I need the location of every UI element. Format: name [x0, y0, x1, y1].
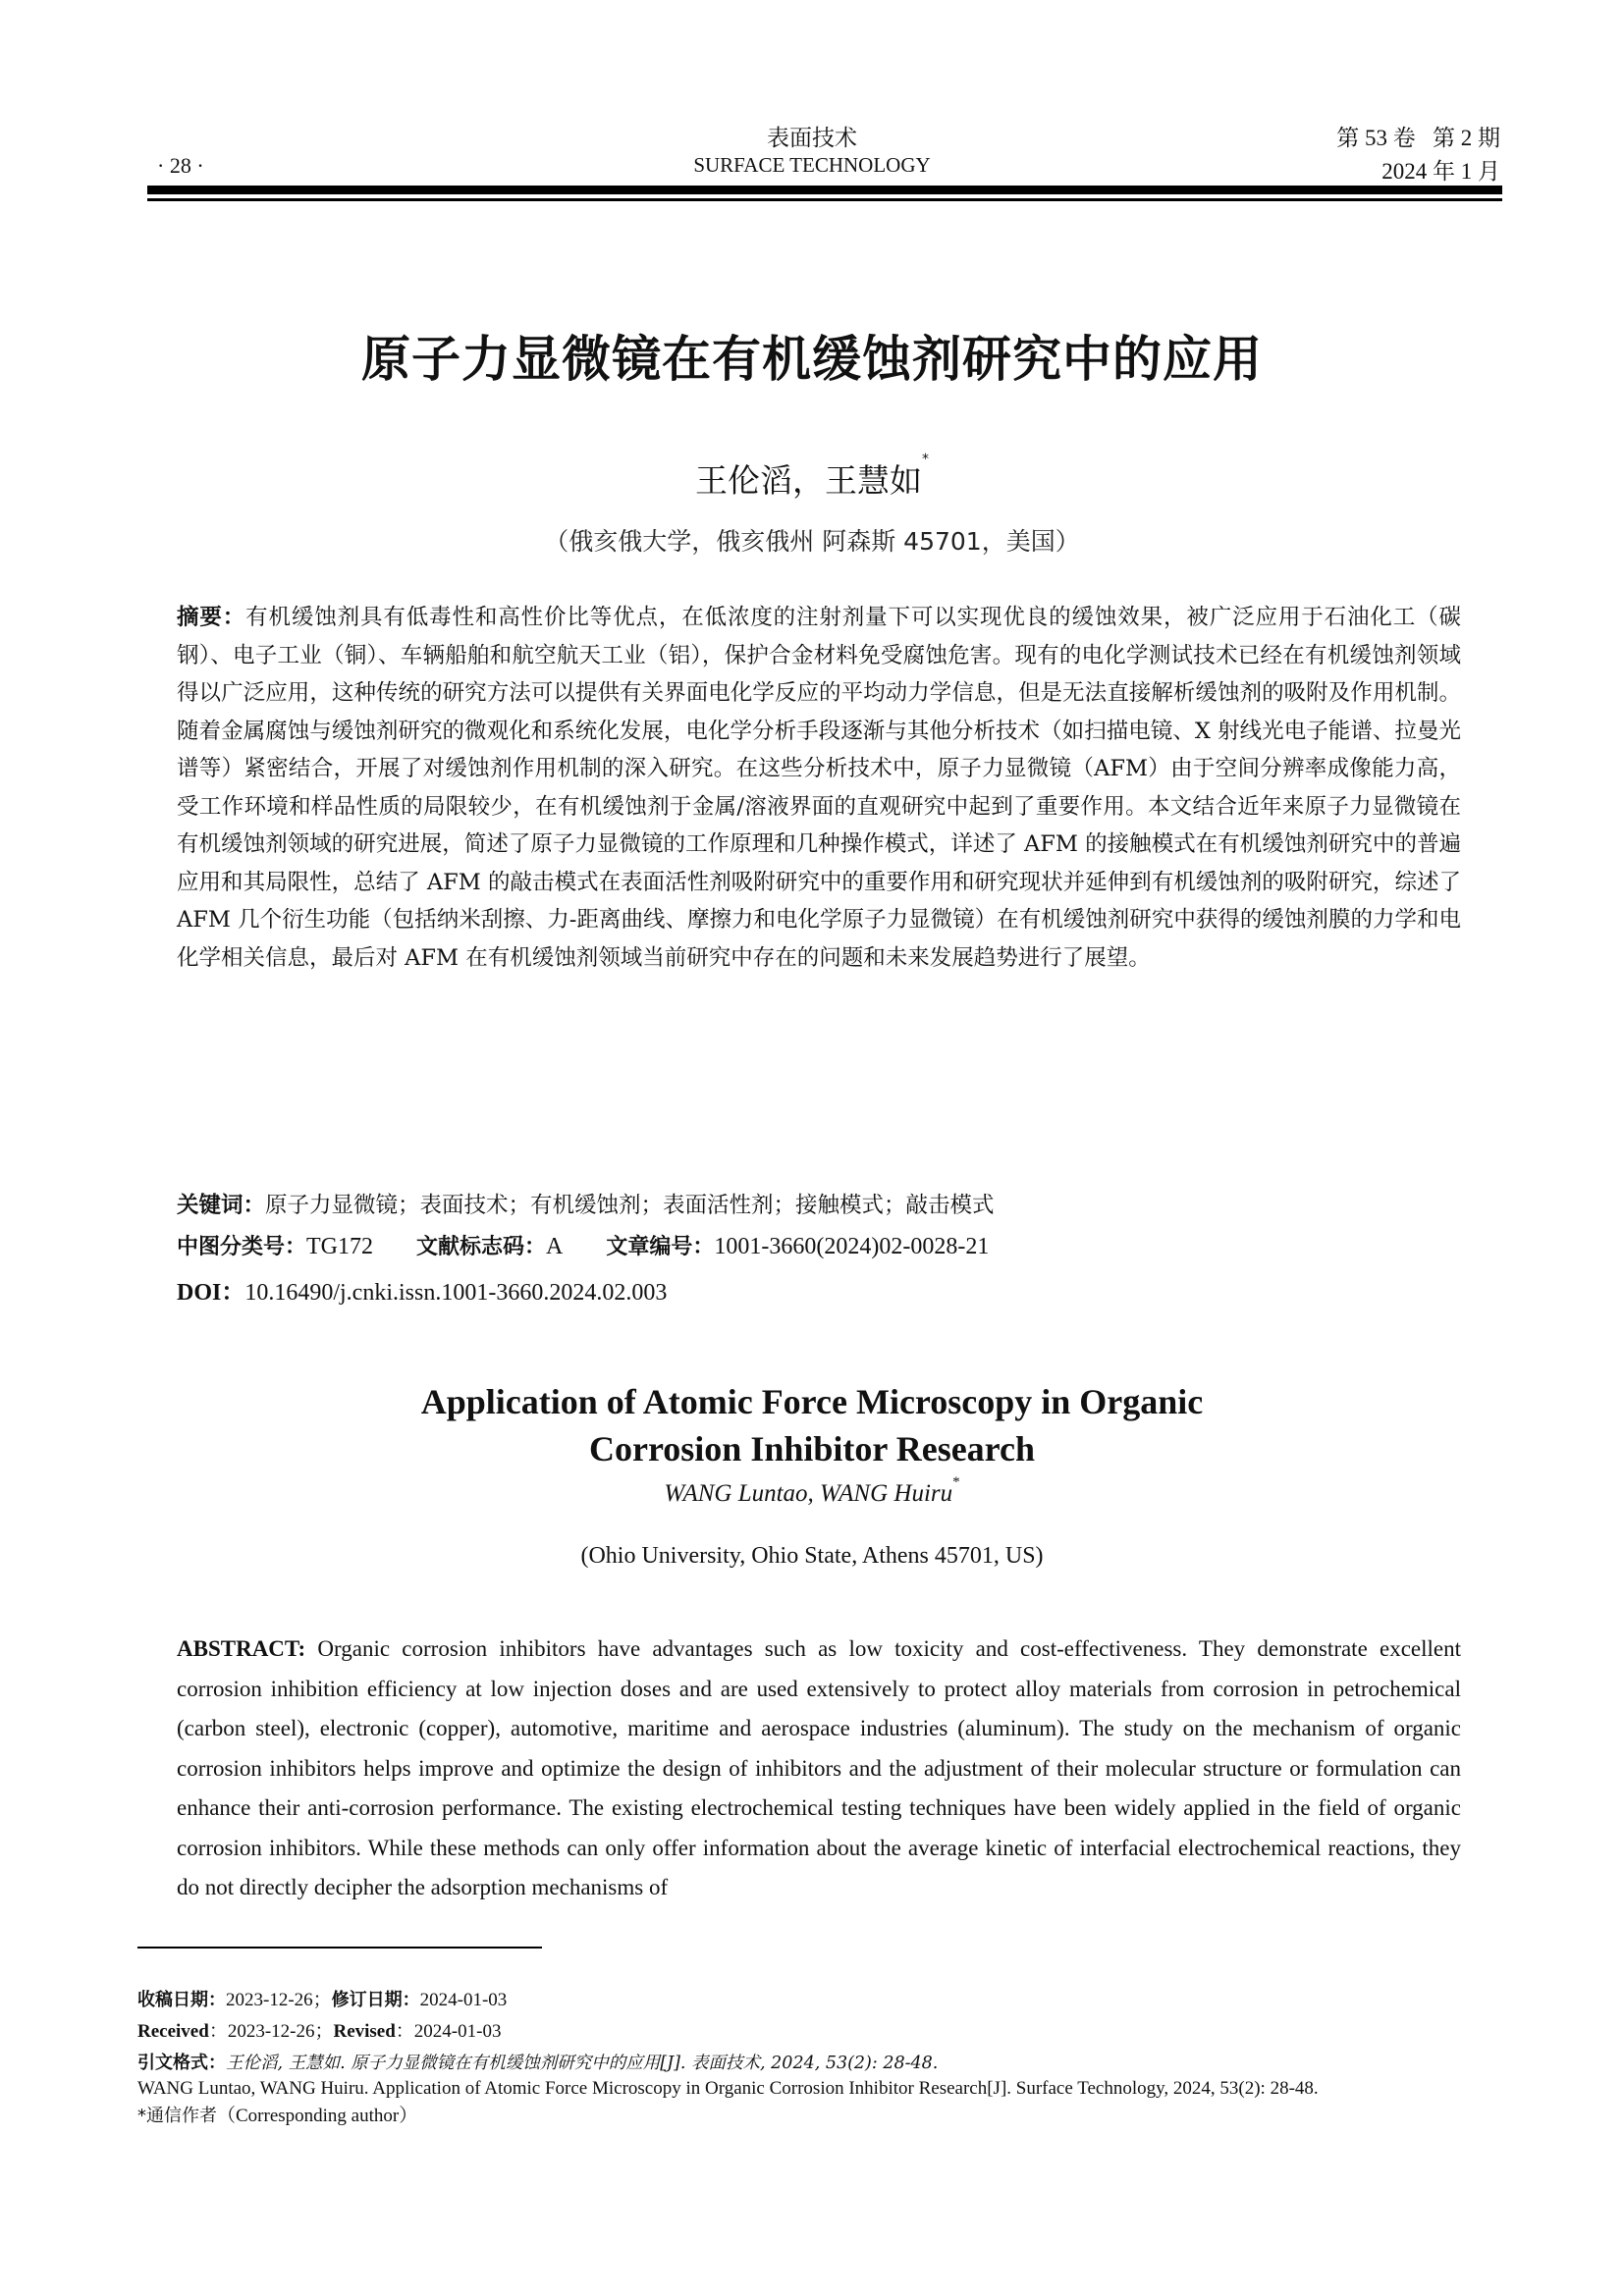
paper-title-en-line2: Corrosion Inhibitor Research	[588, 1429, 1036, 1468]
clc-label: 中图分类号：	[177, 1235, 307, 1259]
doc-code-value: A	[546, 1234, 564, 1259]
doi-line	[177, 1272, 667, 1307]
volume-issue: 第 53 卷 第 2 期	[1336, 126, 1500, 150]
doi-label: DOI：	[177, 1280, 245, 1306]
clc-value: TG172	[306, 1234, 374, 1259]
article-no-label: 文章编号：	[606, 1235, 715, 1259]
authors-en	[0, 1474, 1624, 1508]
authors-cn-names: 王伦滔，王慧如	[695, 461, 922, 500]
received-cn-label: 收稿日期：	[137, 1990, 226, 2010]
paper-title-en-line1: Application of Atomic Force Microscopy in Organic	[420, 1382, 1204, 1421]
citation-cn-text: 王伦滔, 王慧如. 原子力显微镜在有机缓蚀剂研究中的应用[J]. 表面技术, 2024, 53(2): 28-48.	[226, 2054, 939, 2073]
corresponding-mark-en: *	[952, 1474, 960, 1490]
doi-value[interactable]: 10.16490/j.cnki.issn.1001-3660.2024.02.003	[244, 1280, 668, 1306]
revised-cn-label: 修订日期：	[331, 1990, 420, 2010]
authors-cn	[0, 452, 1624, 502]
revised-en-value: ：2024-01-03	[395, 2021, 502, 2042]
received-cn-value: 2023-12-26；	[226, 1990, 332, 2010]
abstract-en-text: Organic corrosion inhibitors have advantages such as low toxicity and cost-effectiveness. They demonstrate excellent corrosion inhibition efficiency at low injection doses and are used extensively to protect alloy materials from corrosion in petrochemical (carbon steel), electronic (copper), automotive, maritime and aerospace industries (aluminum). The study on the mechanism of organic corrosion inhibitors helps improve and optimize the design of inhibitors and the adjustment of their molecular structure or formulation can enhance their anti-corrosion performance. The existing electrochemical testing techniques have been widely applied in the field of organic corrosion inhibitors. While these methods can only offer information about the average kinetic of interfacial electrochemical reactions, they do not directly decipher the adsorption mechanisms of	[177, 1636, 1461, 1899]
keywords-cn	[177, 1188, 995, 1219]
issue-date: 2024 年 1 月	[1381, 159, 1500, 184]
received-en-label: Received	[137, 2021, 209, 2042]
paper-title-cn: 原子力显微镜在有机缓蚀剂研究中的应用	[361, 331, 1263, 388]
affiliation-cn: （俄亥俄大学，俄亥俄州 阿森斯 45701，美国）	[544, 527, 1080, 556]
header-rule-thin	[147, 198, 1502, 201]
abstract-cn	[177, 599, 1461, 977]
keywords-cn-label: 关键词：	[177, 1193, 266, 1218]
article-no-value: 1001-3660(2024)02-0028-21	[714, 1234, 990, 1259]
keywords-cn-text: 原子力显微镜；表面技术；有机缓蚀剂；表面活性剂；接触模式；敲击模式	[265, 1193, 995, 1218]
citation-cn	[137, 2050, 1502, 2077]
citation-label: 引文格式：	[137, 2053, 226, 2073]
paper-title-en	[0, 1378, 1624, 1472]
page-number: · 28 ·	[157, 153, 204, 178]
abstract-en-label: ABSTRACT:	[177, 1636, 306, 1661]
received-en	[137, 2018, 1502, 2046]
footnote-rule	[137, 1947, 542, 1949]
authors-en-names: WANG Luntao, WANG Huiru	[664, 1480, 953, 1507]
doc-code-label: 文献标志码：	[416, 1235, 547, 1259]
abstract-cn-text: 有机缓蚀剂具有低毒性和高性价比等优点，在低浓度的注射剂量下可以实现优良的缓蚀效果，被广泛应用于石油化工（碳钢）、电子工业（铜）、车辆船舶和航空航天工业（铝），保护合金材料免受腐蚀危害。现有的电化学测试技术已经在有机缓蚀剂领域得以广泛应用，这种传统的研究方法可以提供有关界面电化学反应的平均动力学信息，但是无法直接解析缓蚀剂的吸附及作用机制。随着金属腐蚀与缓蚀剂研究的微观化和系统化发展，电化学分析手段逐渐与其他分析技术（如扫描电镜、X 射线光电子能谱、拉曼光谱等）紧密结合，开展了对缓蚀剂作用机制的深入研究。在这些分析技术中，原子力显微镜（AFM）由于空间分辨率成像能力高，受工作环境和样品性质的局限较少，在有机缓蚀剂于金属/溶液界面的直观研究中起到了重要作用。本文结合近年来原子力显微镜在有机缓蚀剂领域的研究进展，简述了原子力显微镜的工作原理和几种操作模式，详述了 AFM 的接触模式在有机缓蚀剂研究中的普遍应用和其局限性，总结了 AFM 的敲击模式在表面活性剂吸附研究中的重要作用和研究现状并延伸到有机缓蚀剂的吸附研究，综述了 AFM 几个衍生功能（包括纳米刮擦、力-距离曲线、摩擦力和电化学原子力显微镜）在有机缓蚀剂研究中获得的缓蚀剂膜的力学和电化学相关信息，最后对 AFM 在有机缓蚀剂领域当前研究中存在的问题和未来发展趋势进行了展望。	[177, 605, 1461, 971]
footnotes	[137, 1987, 1502, 2130]
revised-en-label: Revised	[333, 2021, 396, 2042]
corresponding-author-note	[137, 2103, 1502, 2130]
citation-en: WANG Luntao, WANG Huiru. Application of Atomic Force Microscopy in Organic Corrosion Inhibitor Research[J]. Surface Technology, 2024, 53(2): 28-48.	[137, 2078, 1319, 2099]
revised-cn-value: 2024-01-03	[419, 1990, 508, 2010]
corresponding-cn: *通信作者	[137, 2106, 217, 2126]
abstract-en	[177, 1629, 1461, 1908]
abstract-cn-label: 摘要：	[177, 605, 246, 630]
affiliation-en: (Ohio University, Ohio State, Athens 45701, US)	[580, 1543, 1044, 1569]
journal-name-en: SURFACE TECHNOLOGY	[693, 153, 931, 177]
corresponding-en: （Corresponding author）	[217, 2106, 418, 2126]
header-rule-thick	[147, 186, 1502, 194]
journal-name-cn: 表面技术	[767, 126, 857, 150]
received-en-value: ：2023-12-26；	[208, 2021, 334, 2042]
received-cn	[137, 1987, 1502, 2014]
corresponding-mark: *	[922, 452, 929, 467]
classification-line	[177, 1230, 989, 1260]
